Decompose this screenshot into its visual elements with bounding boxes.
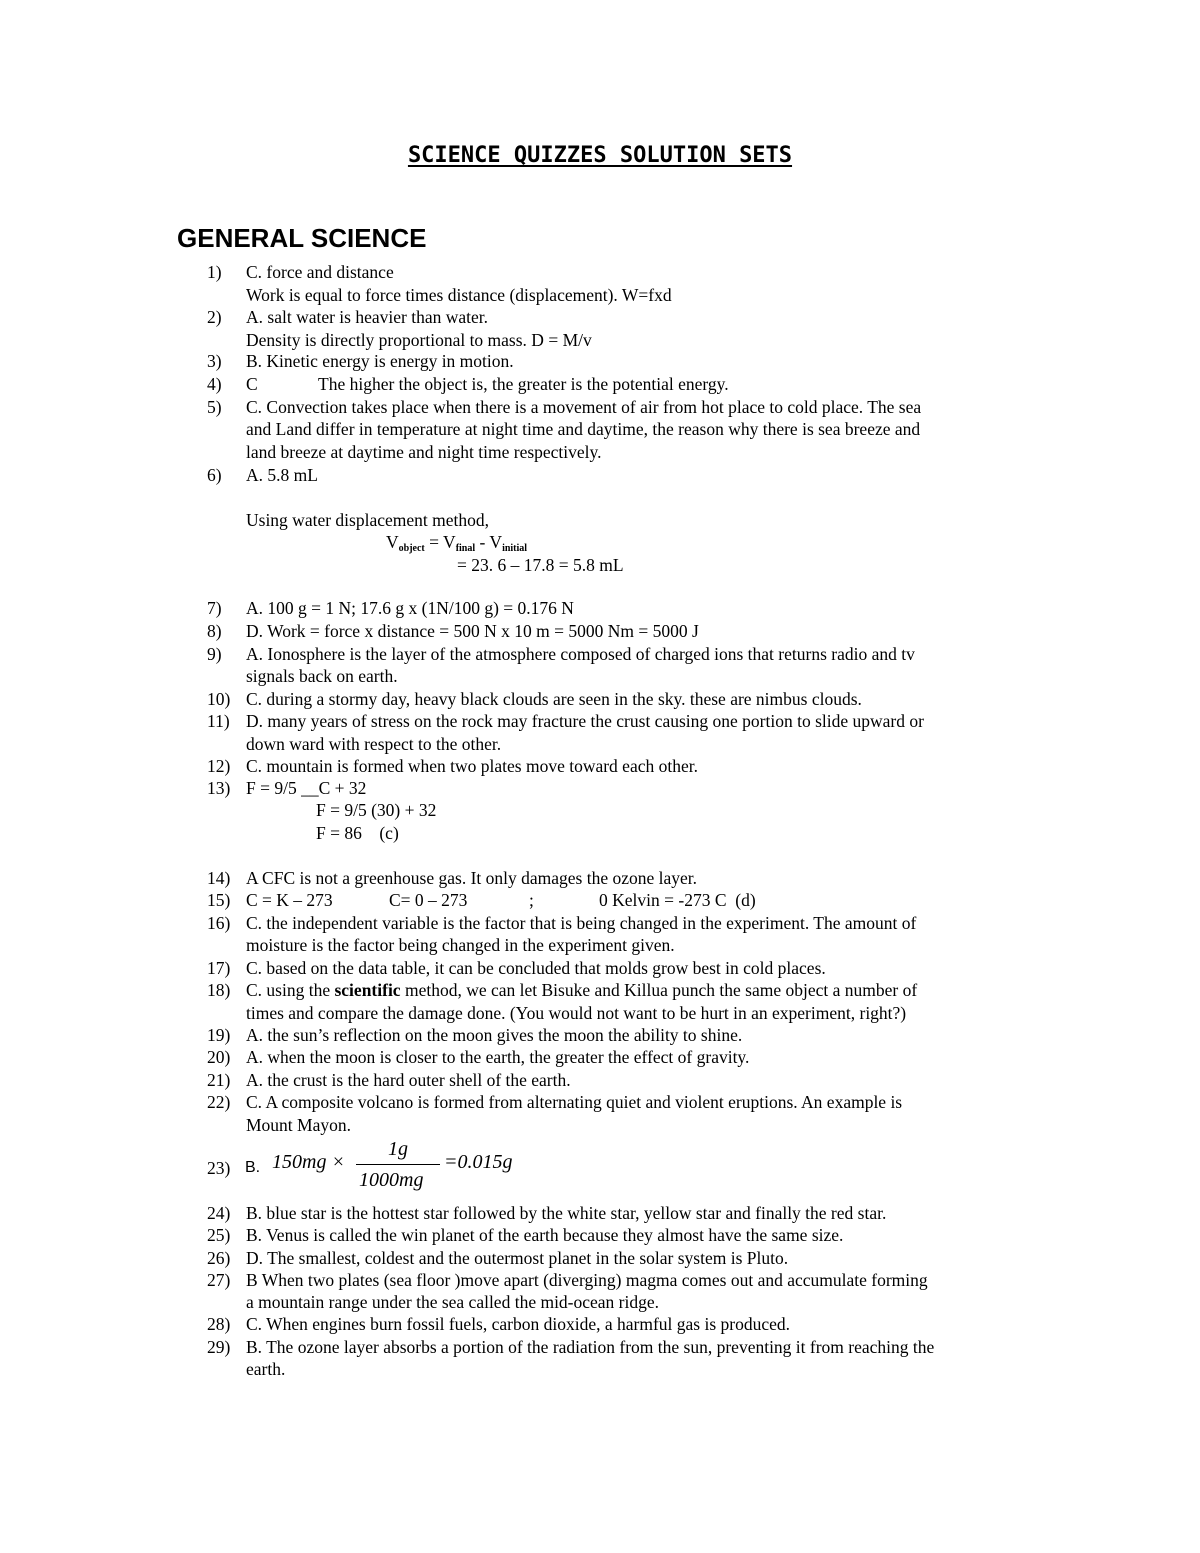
item-text: A. when the moon is closer to the earth, the greater the effect of gravity. <box>246 1047 750 1067</box>
section-heading: GENERAL SCIENCE <box>177 223 427 253</box>
item-text: C = K – 273 <box>246 890 333 910</box>
item-text: C <box>246 374 258 394</box>
item-number: 1) <box>207 262 222 282</box>
page-title: SCIENCE QUIZZES SOLUTION SETS <box>407 143 793 168</box>
fraction-bar <box>356 1164 440 1165</box>
item-text: A. salt water is heavier than water. <box>246 307 488 327</box>
item-number: 8) <box>207 621 222 641</box>
item-text: C. force and distance <box>246 262 394 282</box>
item-number: 17) <box>207 958 231 978</box>
item-text: and Land differ in temperature at night time and daytime, the reason why there is sea breeze and <box>246 419 921 439</box>
item-text: C. When engines burn fossil fuels, carbon dioxide, a harmful gas is produced. <box>246 1314 790 1334</box>
item-number: 27) <box>207 1270 231 1290</box>
item-text: C. the independent variable is the factor that is being changed in the experiment. The amount of <box>246 913 917 933</box>
document-page: SCIENCE QUIZZES SOLUTION SETS GENERAL SCIENCE 1) C. force and distance Work is equal to force times distance (displacement). W=fxd 2) A. salt water is heavier than water. Density is directly proportional to mass. D = M/v 3) B. Kinetic energy is energy in motion. 4) C The higher the object is, the greater is the potential energy. 5) C. Convection takes place when there is a movement of air from hot place to cold place. The sea and Land differ in temperature at night time and daytime, the reason why there is sea breeze and land breeze at daytime and night time respectively. 6) A. 5.8 mL Using water displacement method, $V_{object} = V_{final} - V_{initial}$ = 23. 6 – 17.8 = 5.8 mL 7) A. 100 g = 1 N; 17.6 g x (1N/100 g) = 0.176 N 8) D. Work = force x distance = 500 N x 10 m = 5000 Nm = 5000 J 9) A. Ionosphere is the layer of the atmosphere composed of charged ions that returns radio and tv signals back on earth. 10) C. during a stormy day, heavy black clouds are seen in the sky. these are nimbus clouds. 11) D. many years of stress on the rock may fracture the crust causing one portion to slide upward or down ward with respect to the other. 12) C. mountain is formed when two plates move toward each other. 13) F = 9/5 __C + 32 F = 9/5 (30) + 32 F = 86 (c) 14) A CFC is not a greenhouse gas. It only damages the ozone layer. 15) C = K – 273 C= 0 – 273 ; 0 Kelvin = -273 C (d) 16) C. the independent variable is the factor that is being changed in the experiment. The amount of moisture is the factor being changed in the experiment given. 17) C. based on the data table, it can be concluded that molds grow best in cold places. 18) C. using the scientific method, we can let Bisuke and Killua punch the same object a number of times and compare the damage done. (You would not want to be hurt in an experiment, right?) 19) A. the sun’s reflection on the moon gives the moon the ability to shine. 20) A. when the moon is closer to the earth, the greater the effect of gravity. 21) A. the crust is the hard outer shell of the earth. 22) C. A composite volcano is formed from alternating quiet and violent eruptions. An example is Mount Mayon. 23) B. 150mg × 1g 1000mg =0.015g 24) B. blue star is the hottest star followed by the white star, yellow star and finally the red star. 25) B. Venus is called the win planet of the earth because they almost have the same size. 26) D. The smallest, coldest and the outermost planet in the solar system is Pluto. 27) B When two plates (sea floor )move apart (diverging) magma comes out and accumulate forming a mountain range under the sea called the mid-ocean ridge. 28) C. When engines burn fossil fuels, carbon dioxide, a harmful gas is produced. 29) B. The ozone layer absorbs a portion of the radiation from the sun, preventing it from reaching the earth. <box>0 0 1200 1553</box>
item-number: 25) <box>207 1225 231 1245</box>
item-number: 21) <box>207 1070 231 1090</box>
item-text: down ward with respect to the other. <box>246 734 502 754</box>
item-number: 3) <box>207 351 222 371</box>
item-number: 13) <box>207 778 231 798</box>
item-text: A. the crust is the hard outer shell of the earth. <box>246 1070 571 1090</box>
item-text: times and compare the damage done. (You would not want to be hurt in an experiment, right?) <box>246 1003 907 1023</box>
item-number: 11) <box>207 711 230 731</box>
item-text: Density is directly proportional to mass. D = M/v <box>246 330 592 350</box>
item-number: 26) <box>207 1248 231 1268</box>
item-number: 14) <box>207 868 231 888</box>
item-text: C. A composite volcano is formed from alternating quiet and violent eruptions. An example is <box>246 1092 903 1112</box>
item-text: A CFC is not a greenhouse gas. It only damages the ozone layer. <box>246 868 698 888</box>
item-text: A. Ionosphere is the layer of the atmosphere composed of charged ions that returns radio and tv <box>246 644 915 664</box>
item-number: 2) <box>207 307 222 327</box>
item-text: earth. <box>246 1359 286 1379</box>
item-text: B. The ozone layer absorbs a portion of the radiation from the sun, preventing it from reaching the <box>246 1337 935 1357</box>
item-number: 19) <box>207 1025 231 1045</box>
item-text: C. based on the data table, it can be concluded that molds grow best in cold places. <box>246 958 826 978</box>
item-text: F = 9/5 __C + 32 <box>246 778 367 798</box>
item-number: 7) <box>207 598 222 618</box>
item-number: 16) <box>207 913 231 933</box>
item-number: 4) <box>207 374 222 394</box>
item-text: A. 5.8 mL <box>246 465 318 485</box>
item-text: Using water displacement method, <box>246 510 489 530</box>
item-text: A. the sun’s reflection on the moon gives the moon the ability to shine. <box>246 1025 743 1045</box>
item-text: B When two plates (sea floor )move apart (diverging) magma comes out and accumulate forming <box>246 1270 928 1290</box>
item-text: D. many years of stress on the rock may fracture the crust causing one portion to slide upward or <box>246 711 924 731</box>
item-text: B. Kinetic energy is energy in motion. <box>246 351 514 371</box>
item-text: C. Convection takes place when there is a movement of air from hot place to cold place. The sea <box>246 397 922 417</box>
item-number: 15) <box>207 890 231 910</box>
item-text: B. Venus is called the win planet of the earth because they almost have the same size. <box>246 1225 844 1245</box>
item-number: 18) <box>207 980 231 1000</box>
item-number: 24) <box>207 1203 231 1223</box>
item-text: F = 9/5 (30) + 32 <box>316 800 437 820</box>
item-text: The higher the object is, the greater is the potential energy. <box>318 374 729 394</box>
item-text: ; <box>529 890 534 910</box>
item-number: 5) <box>207 397 222 417</box>
item-text: 0 Kelvin = -273 C (d) <box>599 890 756 910</box>
item-text: D. The smallest, coldest and the outermost planet in the solar system is Pluto. <box>246 1248 789 1268</box>
item-number: 9) <box>207 644 222 664</box>
item-text: D. Work = force x distance = 500 N x 10 m = 5000 Nm = 5000 J <box>246 621 699 641</box>
item-text: a mountain range under the sea called the mid-ocean ridge. <box>246 1292 660 1312</box>
item-text: Mount Mayon. <box>246 1115 351 1135</box>
item-text: A. 100 g = 1 N; 17.6 g x (1N/100 g) = 0.176 N <box>246 598 574 618</box>
item-number: 10) <box>207 689 231 709</box>
item-text: B. blue star is the hottest star followed by the white star, yellow star and finally the red star. <box>246 1203 887 1223</box>
item-text: C. during a stormy day, heavy black clouds are seen in the sky. these are nimbus clouds. <box>246 689 862 709</box>
item-number: 28) <box>207 1314 231 1334</box>
item-number: 20) <box>207 1047 231 1067</box>
item-number: 12) <box>207 756 231 776</box>
item-text: C. mountain is formed when two plates move toward each other. <box>246 756 698 776</box>
item-number: 22) <box>207 1092 231 1112</box>
item-number: 23) <box>207 1158 231 1178</box>
item-number: 29) <box>207 1337 231 1357</box>
item-text: C. using the scientific method, we can let Bisuke and Killua punch the same object a number of <box>246 980 918 1000</box>
item-text: Work is equal to force times distance (displacement). W=fxd <box>246 285 672 305</box>
item-text: F = 86 (c) <box>316 823 399 843</box>
item-number: 6) <box>207 465 222 485</box>
item-text: land breeze at daytime and night time respectively. <box>246 442 602 462</box>
displacement-formula: $V_{object} = V_{final} - V_{initial}$ <box>386 532 528 554</box>
item-text: signals back on earth. <box>246 666 398 686</box>
item-text: C= 0 – 273 <box>389 890 468 910</box>
item-text: = 23. 6 – 17.8 = 5.8 mL <box>457 555 624 575</box>
item-text: moisture is the factor being changed in the experiment given. <box>246 935 675 955</box>
